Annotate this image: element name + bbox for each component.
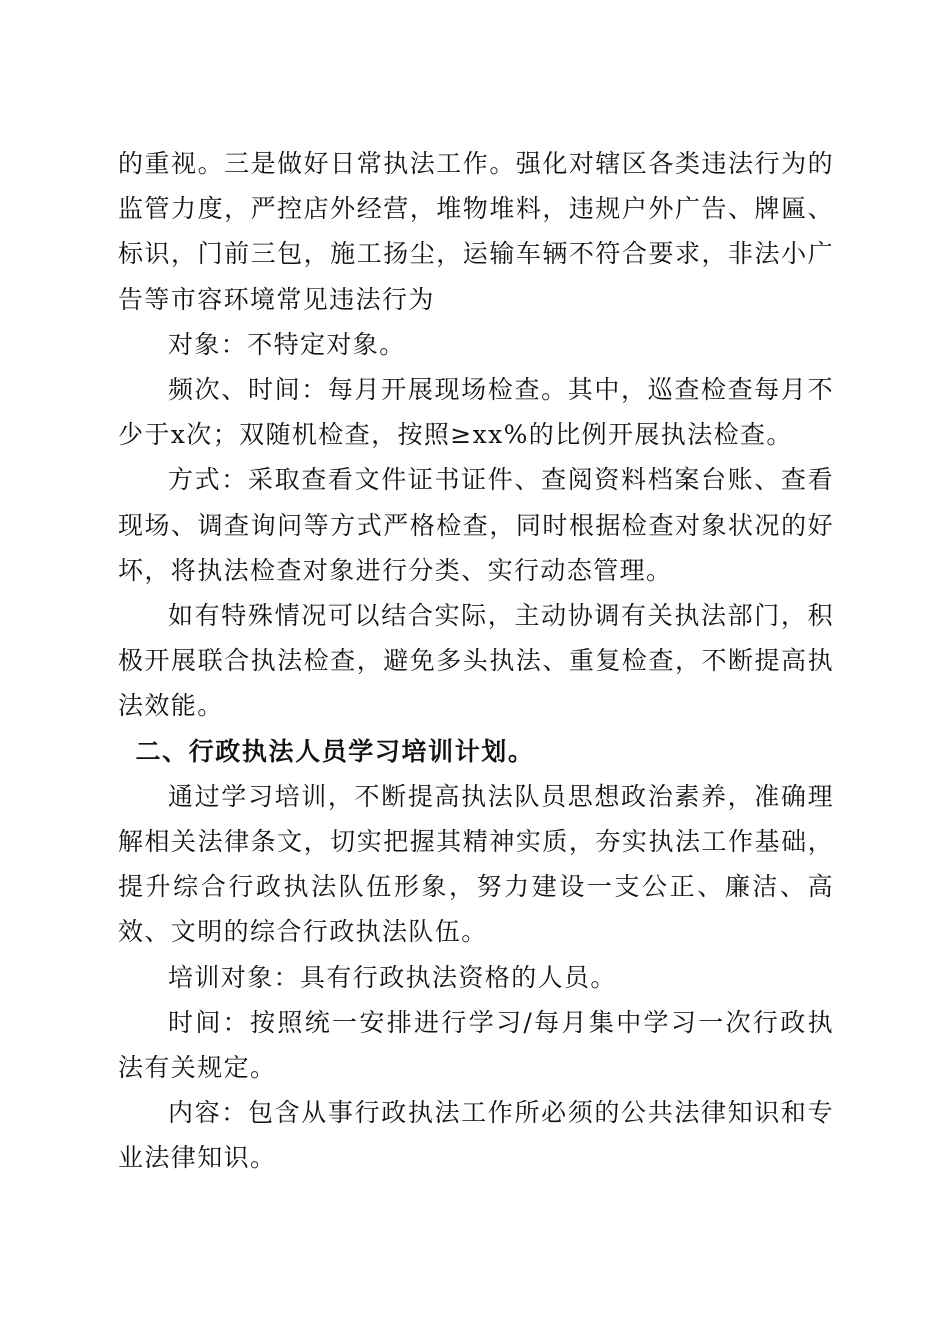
- paragraph-method: 方式：采取查看文件证书证件、查阅资料档案台账、查看现场、调查询问等方式严格检查，同时根据检查对象状况的好坏，将执法检查对象进行分类、实行动态管理。: [118, 465, 834, 585]
- section-heading-training-plan: 二、行政执法人员学习培训计划。: [135, 736, 535, 766]
- document-body: [118, 141, 834, 1181]
- paragraph-target-object: 对象：不特定对象。: [168, 329, 406, 359]
- paragraph-special-cases: 如有特殊情况可以结合实际，主动协调有关执法部门，积极开展联合执法检查，避免多头执法、重复检查，不断提高执法效能。: [118, 601, 834, 721]
- paragraph-frequency-time: 频次、时间：每月开展现场检查。其中，巡查检查每月不少于x次；双随机检查，按照≥xx%的比例开展执法检查。: [118, 375, 834, 450]
- paragraph-training-content: 内容：包含从事行政执法工作所必须的公共法律知识和专业法律知识。: [118, 1098, 834, 1173]
- paragraph-continuation: 的重视。三是做好日常执法工作。强化对辖区各类违法行为的监管力度，严控店外经营，堆物堆料，违规户外广告、牌匾、标识，门前三包，施工扬尘，运输车辆不符合要求，非法小广告等市容环境常见违法行为: [118, 149, 834, 314]
- paragraph-training-time: 时间：按照统一安排进行学习/每月集中学习一次行政执法有关规定。: [118, 1007, 834, 1083]
- paragraph-training-target: 培训对象：具有行政执法资格的人员。: [168, 962, 617, 992]
- paragraph-training-goal: 通过学习培训，不断提高执法队员思想政治素养，准确理解相关法律条文，切实把握其精神实质，夯实执法工作基础，提升综合行政执法队伍形象，努力建设一支公正、廉洁、高效、文明的综合行政执法队伍。: [118, 781, 834, 947]
